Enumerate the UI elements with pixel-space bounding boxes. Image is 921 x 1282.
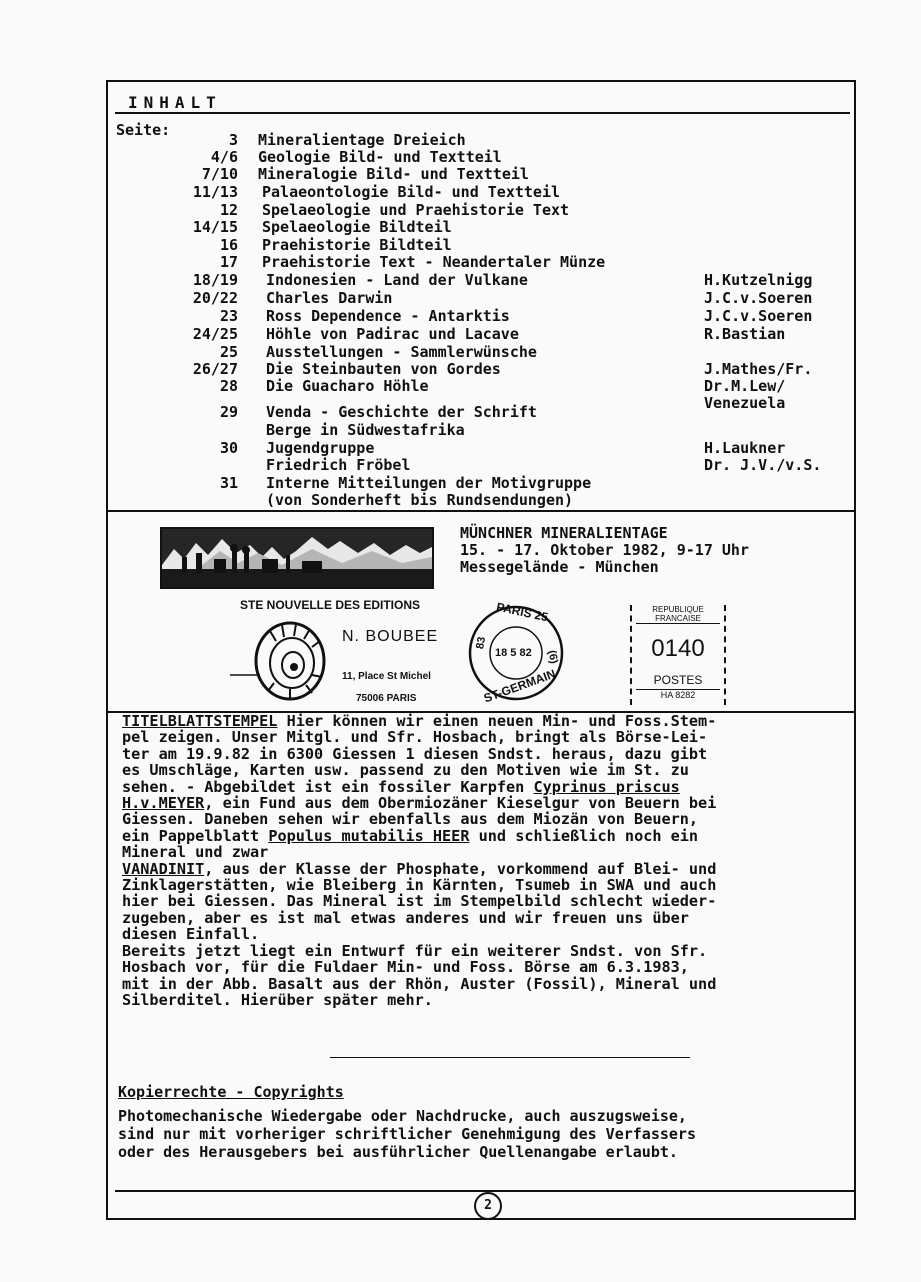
toc-entry-title: Palaeontologie Bild- und Textteil (262, 183, 561, 201)
article-line: zugeben, aber es ist mal etwas anderes und wir freuen uns über (122, 908, 689, 927)
copyright-line: sind nur mit vorheriger schriftlicher Genehmigung des Verfassers (118, 1125, 696, 1143)
meter-code: HA 8282 (636, 689, 720, 700)
article-line: Zinklagerstätten, wie Bleiberg in Kärnten, Tsumeb in SWA und auch (122, 876, 717, 895)
article-line: mit in der Abb. Basalt aus der Rhön, Auster (Fossil), Mineral und (122, 974, 717, 993)
article-line: , ein Fund aus dem Obermiozäner Kieselgur von Beuern bei (204, 794, 717, 813)
article-line: es Umschläge, Karten usw. passend zu den Motiven wie im St. zu (122, 761, 689, 780)
toc-page-number: 26/27 (192, 360, 238, 378)
toc-entry-title: Geologie Bild- und Textteil (258, 148, 502, 166)
toc-entry-title: Ross Dependence - Antarktis (266, 307, 510, 325)
toc-entry-title: Höhle von Padirac und Lacave (266, 325, 519, 343)
article-line: pel zeigen. Unser Mitgl. und Sfr. Hosbach, bringt als Börse-Lei- (122, 728, 708, 747)
toc-page-number: 3 (228, 131, 238, 149)
species-author: H.v.MEYER (122, 794, 205, 813)
copyright-heading: Kopierrechte - Copyrights (118, 1083, 344, 1101)
toc-entry-title: Venda - Geschichte der Schrift (266, 403, 537, 421)
toc-entry-author: J.C.v.Soeren (704, 289, 813, 307)
page-number: 2 (474, 1192, 502, 1220)
toc-entry-title: Praehistorie Bildteil (262, 236, 452, 254)
toc-entry-author: Venezuela (704, 394, 786, 412)
title-rule (115, 112, 850, 114)
publisher-company: STE NOUVELLE DES EDITIONS (240, 598, 421, 612)
toc-page-number: 12 (219, 201, 238, 219)
copyright-line: oder des Herausgebers bei ausführlicher Quellenangabe erlaubt. (118, 1143, 678, 1161)
toc-page-number: 20/22 (192, 289, 238, 307)
article-line: Giessen. Daneben sehen wir ebenfalls aus dem Miozän von Beuern, (122, 810, 699, 829)
toc-page-number: 16 (219, 236, 238, 254)
seite-label: Seite: (116, 121, 171, 139)
postmark-district: ST-GERMAIN (481, 666, 558, 706)
toc-entry-author: H.Laukner (704, 439, 786, 457)
article-heading: TITELBLATTSTEMPEL (122, 712, 278, 730)
toc-entry-title: Spelaeologie und Praehistorie Text (262, 201, 570, 219)
toc-page-number: 24/25 (192, 325, 238, 343)
article-line: Hier können wir einen neuen Min- und Foss.Stem- (277, 712, 717, 730)
postage-meter-stamp (630, 605, 726, 705)
toc-entry-title: Praehistorie Text - Neandertaler Münze (262, 253, 606, 271)
toc-entry-title: Jugendgruppe (266, 439, 375, 457)
article-line: diesen Einfall. (122, 925, 260, 944)
ammonite-fossil-icon (230, 615, 340, 705)
publisher-city: 75006 PARIS (356, 693, 417, 704)
toc-page-number: 30 (219, 439, 238, 457)
article-line: sehen. - Abgebildet ist ein fossiler Karpfen (122, 777, 534, 796)
meter-country: REPUBLIQUE FRANCAISE (636, 605, 720, 624)
species-name: Cyprinus priscus (533, 777, 680, 796)
article-line: Mineral und zwar (122, 843, 269, 862)
mineral-name: VANADINIT (122, 859, 205, 878)
toc-entry-author: Dr. J.V./v.S. (704, 456, 822, 474)
fair-title: MÜNCHNER MINERALIENTAGE (460, 524, 668, 542)
fair-dates: 15. - 17. Oktober 1982, 9-17 Uhr (460, 541, 749, 559)
species-name-2: Populus mutabilis HEER (268, 826, 470, 845)
postmark-date: 18 5 82 (495, 647, 532, 659)
copyright-line: Photomechanische Wiedergabe oder Nachdrucke, auch auszugsweise, (118, 1107, 687, 1125)
article-line: Hosbach vor, für die Fuldaer Min- und Foss. Börse am 6.3.1983, (122, 958, 689, 977)
toc-entry-title: Mineralogie Bild- und Textteil (258, 165, 529, 183)
toc-page-number: 11/13 (192, 183, 238, 201)
article-line: und schließlich noch ein (469, 826, 699, 845)
toc-entry-title: (von Sonderheft bis Rundsendungen) (266, 491, 574, 509)
toc-entry-author: J.C.v.Soeren (704, 307, 813, 325)
meter-value: 0140 (651, 635, 705, 662)
article-line: , aus der Klasse der Phosphate, vorkommend auf Blei- und (204, 859, 717, 878)
postmark-city: PARIS 25 (495, 599, 550, 625)
toc-page-number: 14/15 (192, 218, 238, 236)
toc-page-number: 18/19 (192, 271, 238, 289)
toc-entry-author: J.Mathes/Fr. (704, 360, 813, 378)
toc-entry-title: Berge in Südwestafrika (266, 421, 465, 439)
article-end-rule (330, 1057, 690, 1058)
toc-entry-title: Die Steinbauten von Gordes (266, 360, 501, 378)
toc-entry-author: Dr.M.Lew/ (704, 377, 786, 395)
toc-page-number: 23 (219, 307, 238, 325)
stamp-article (122, 713, 852, 1008)
toc-entry-author: H.Kutzelnigg (704, 271, 813, 289)
meter-postes: POSTES (653, 673, 703, 687)
publisher-street: 11, Place St Michel (342, 671, 431, 682)
toc-entry-title: Die Guacharo Höhle (266, 377, 429, 395)
toc-page-number: 7/10 (201, 165, 238, 183)
skyline-mountains-image (162, 529, 432, 587)
toc-entry-title: Interne Mitteilungen der Motivgruppe (266, 474, 592, 492)
toc-page-number: 28 (219, 377, 238, 395)
article-line: Silberditel. Hierüber später mehr. (122, 990, 433, 1009)
toc-entry-title: Indonesien - Land der Vulkane (266, 271, 528, 289)
postmark-code: 83 (474, 635, 489, 651)
toc-entry-title: Ausstellungen - Sammlerwünsche (266, 343, 537, 361)
toc-page-number: 25 (219, 343, 238, 361)
toc-page-number: 4/6 (210, 148, 238, 166)
toc-page-number: 29 (219, 403, 238, 421)
toc-entry-title: Charles Darwin (266, 289, 393, 307)
article-line: ein Pappelblatt (122, 826, 269, 845)
mineral-fair-notice (460, 525, 749, 576)
toc-entry-title: Friedrich Fröbel (266, 456, 411, 474)
section-divider (106, 510, 856, 512)
publisher-name: N. BOUBEE (342, 628, 439, 645)
postal-stamp-block (230, 595, 750, 710)
fair-venue: Messegelände - München (460, 558, 659, 576)
copyright-text (118, 1107, 696, 1161)
munich-skyline-banner (160, 527, 434, 589)
postmark-number: (6) (545, 649, 560, 665)
toc-entry-author: R.Bastian (704, 325, 786, 343)
contents-title: INHALT (128, 93, 222, 112)
toc-entry-title: Mineralientage Dreieich (258, 131, 466, 149)
article-line: ter am 19.9.82 in 6300 Giessen 1 diesen Sndst. heraus, dazu gibt (122, 744, 708, 763)
toc-page-number: 31 (219, 474, 238, 492)
article-line: Bereits jetzt liegt ein Entwurf für ein weiterer Sndst. von Sfr. (122, 941, 708, 960)
article-line: hier bei Giessen. Das Mineral ist im Stempelbild schlecht wieder- (122, 892, 717, 911)
toc-entry-title: Spelaeologie Bildteil (262, 218, 452, 236)
toc-page-number: 17 (219, 253, 238, 271)
